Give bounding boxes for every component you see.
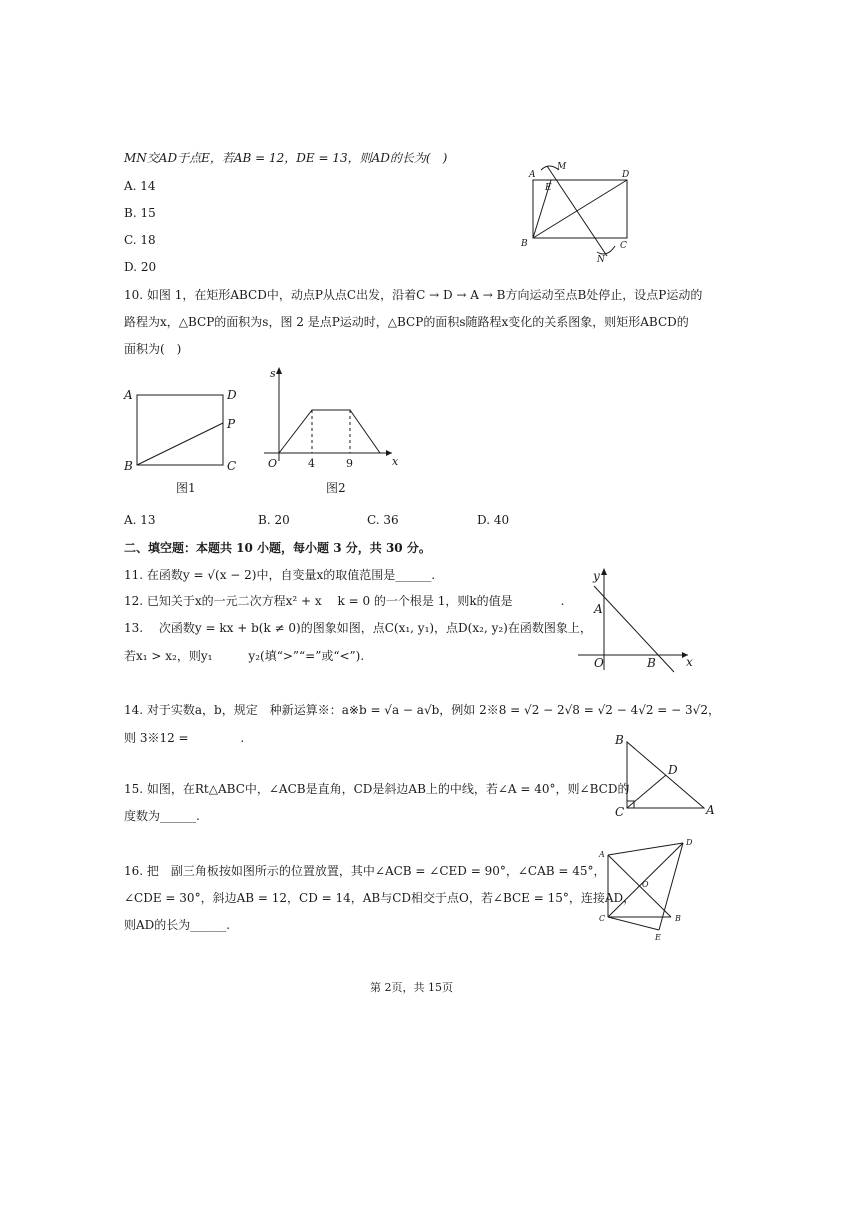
q10-line2: 路程为x，△BCP的面积为s，图 2 是点P运动时，△BCP的面积s随路程x变化的关系图象，则矩形ABCD的 — [124, 315, 689, 329]
q10-tick-9: 9 — [346, 457, 353, 470]
q16-figure — [595, 835, 705, 950]
q9-label-m: M — [557, 162, 567, 172]
q16-side-ce — [608, 917, 659, 930]
q10-option-d: D. 40 — [477, 513, 510, 527]
q9-stem: MN交AD于点E，若AB = 12，DE = 13，则AD的长为( ) — [124, 151, 448, 165]
q12-text: 12. 已知关于x的一元二次方程x² + x k = 0 的一个根是 1，则k的值是 . — [124, 594, 565, 608]
q16-line1: 16. 把 副三角板按如图所示的位置放置，其中∠ACB = ∠CED = 90°，∠CAB = 45°， — [124, 864, 606, 878]
q10-y-arrow — [276, 367, 282, 374]
q16-label-c: C — [599, 914, 606, 923]
q16-line2: ∠CDE = 30°，斜边AB = 12，CD = 14，AB与CD相交于点O，若∠BCE = 15°，连接AD， — [124, 891, 636, 905]
q15-label-d: D — [668, 763, 678, 777]
q10-option-a: A. 13 — [124, 513, 156, 527]
q10-label-s: s — [270, 367, 276, 380]
q13-label-y: y — [593, 569, 600, 583]
q9-arc-n — [597, 246, 615, 254]
q16-label-a: A — [599, 850, 605, 859]
q10-fig1-caption: 图1 — [176, 481, 196, 495]
q13-line2: 若x₁ > x₂，则y₁ y₂(填“>”“=”或“<”). — [124, 649, 365, 663]
q16-label-o: O — [642, 880, 649, 889]
q13-label-x: x — [686, 655, 693, 669]
q10-line3: 面积为( ) — [124, 342, 182, 356]
q16-line3: 则AD的长为______. — [124, 918, 231, 932]
q13-line1: 13. 次函数y = kx + b(k ≠ 0)的图象如图，点C(x₁, y₁)，点D(x₂, y₂)在函数图象上， — [124, 621, 592, 635]
q15-figure — [612, 730, 722, 825]
q15-line1: 15. 如图，在Rt△ABC中，∠ACB是直角，CD是斜边AB上的中线，若∠A = 40°，则∠BCD的 — [124, 782, 630, 796]
q14-line1: 14. 对于实数a，b，规定 种新运算※：a※b = √a − a√b，例如 2※8 = √2 − 2√8 = √2 − 4√2 = − 3√2， — [124, 703, 720, 717]
q10-fig1-label-b: B — [124, 459, 133, 473]
q9-label-n: N — [597, 255, 605, 265]
q9-option-d: D. 20 — [124, 260, 157, 274]
q13-function-line — [594, 586, 674, 672]
q13-figure — [576, 566, 696, 676]
q10-line1: 10. 如图 1，在矩形ABCD中，动点P从点C出发，沿着C → D → A → B方向运动至点B处停止，设点P运动的 — [124, 288, 703, 302]
q10-tick-4: 4 — [308, 457, 315, 470]
q9-option-a: A. 14 — [124, 179, 156, 193]
q11-text: 11. 在函数y = √(x − 2)中，自变量x的取值范围是______. — [124, 568, 436, 582]
q13-label-o: O — [594, 656, 604, 670]
q9-figure — [515, 158, 645, 268]
q9-label-d: D — [622, 170, 630, 180]
q10-graph-line — [279, 410, 380, 453]
q15-label-c: C — [615, 805, 625, 819]
q16-label-e: E — [655, 933, 661, 942]
q14-line2: 则 3※12 = . — [124, 731, 245, 745]
q10-fig1-label-p: P — [227, 417, 236, 431]
q9-label-b: B — [521, 239, 528, 249]
q10-fig1-label-c: C — [227, 459, 237, 473]
q10-label-x: x — [392, 455, 399, 468]
q16-side-ad — [608, 843, 683, 855]
q10-figure2 — [262, 365, 412, 500]
section-heading: 二、填空题：本题共 10 小题，每小题 3 分，共 30 分。 — [124, 541, 431, 555]
q16-label-d: D — [686, 838, 693, 847]
q10-rectangle — [137, 395, 223, 465]
q9-label-e: E — [545, 183, 552, 193]
q10-option-c: C. 36 — [367, 513, 399, 527]
q9-option-c: C. 18 — [124, 233, 156, 247]
q10-fig1-label-a: A — [124, 388, 133, 402]
q13-y-arrow — [601, 568, 607, 575]
q15-label-a: A — [706, 803, 715, 817]
q10-label-o: O — [268, 457, 278, 470]
q13-label-b: B — [647, 656, 656, 670]
q15-median-cd — [627, 775, 666, 808]
q9-label-a: A — [529, 170, 536, 180]
q10-figure1 — [120, 380, 250, 500]
q10-fig1-label-d: D — [227, 388, 237, 402]
q9-label-c: C — [620, 241, 627, 251]
q15-label-b: B — [615, 733, 624, 747]
q15-line2: 度数为______. — [124, 809, 200, 823]
q10-segment-bp — [137, 423, 223, 465]
q10-option-b: B. 20 — [258, 513, 290, 527]
q9-option-b: B. 15 — [124, 206, 156, 220]
page-number: 第 2页，共 15页 — [370, 981, 453, 994]
q13-label-a: A — [594, 602, 603, 616]
q16-label-b: B — [675, 914, 681, 923]
q10-fig2-caption: 图2 — [326, 481, 346, 495]
